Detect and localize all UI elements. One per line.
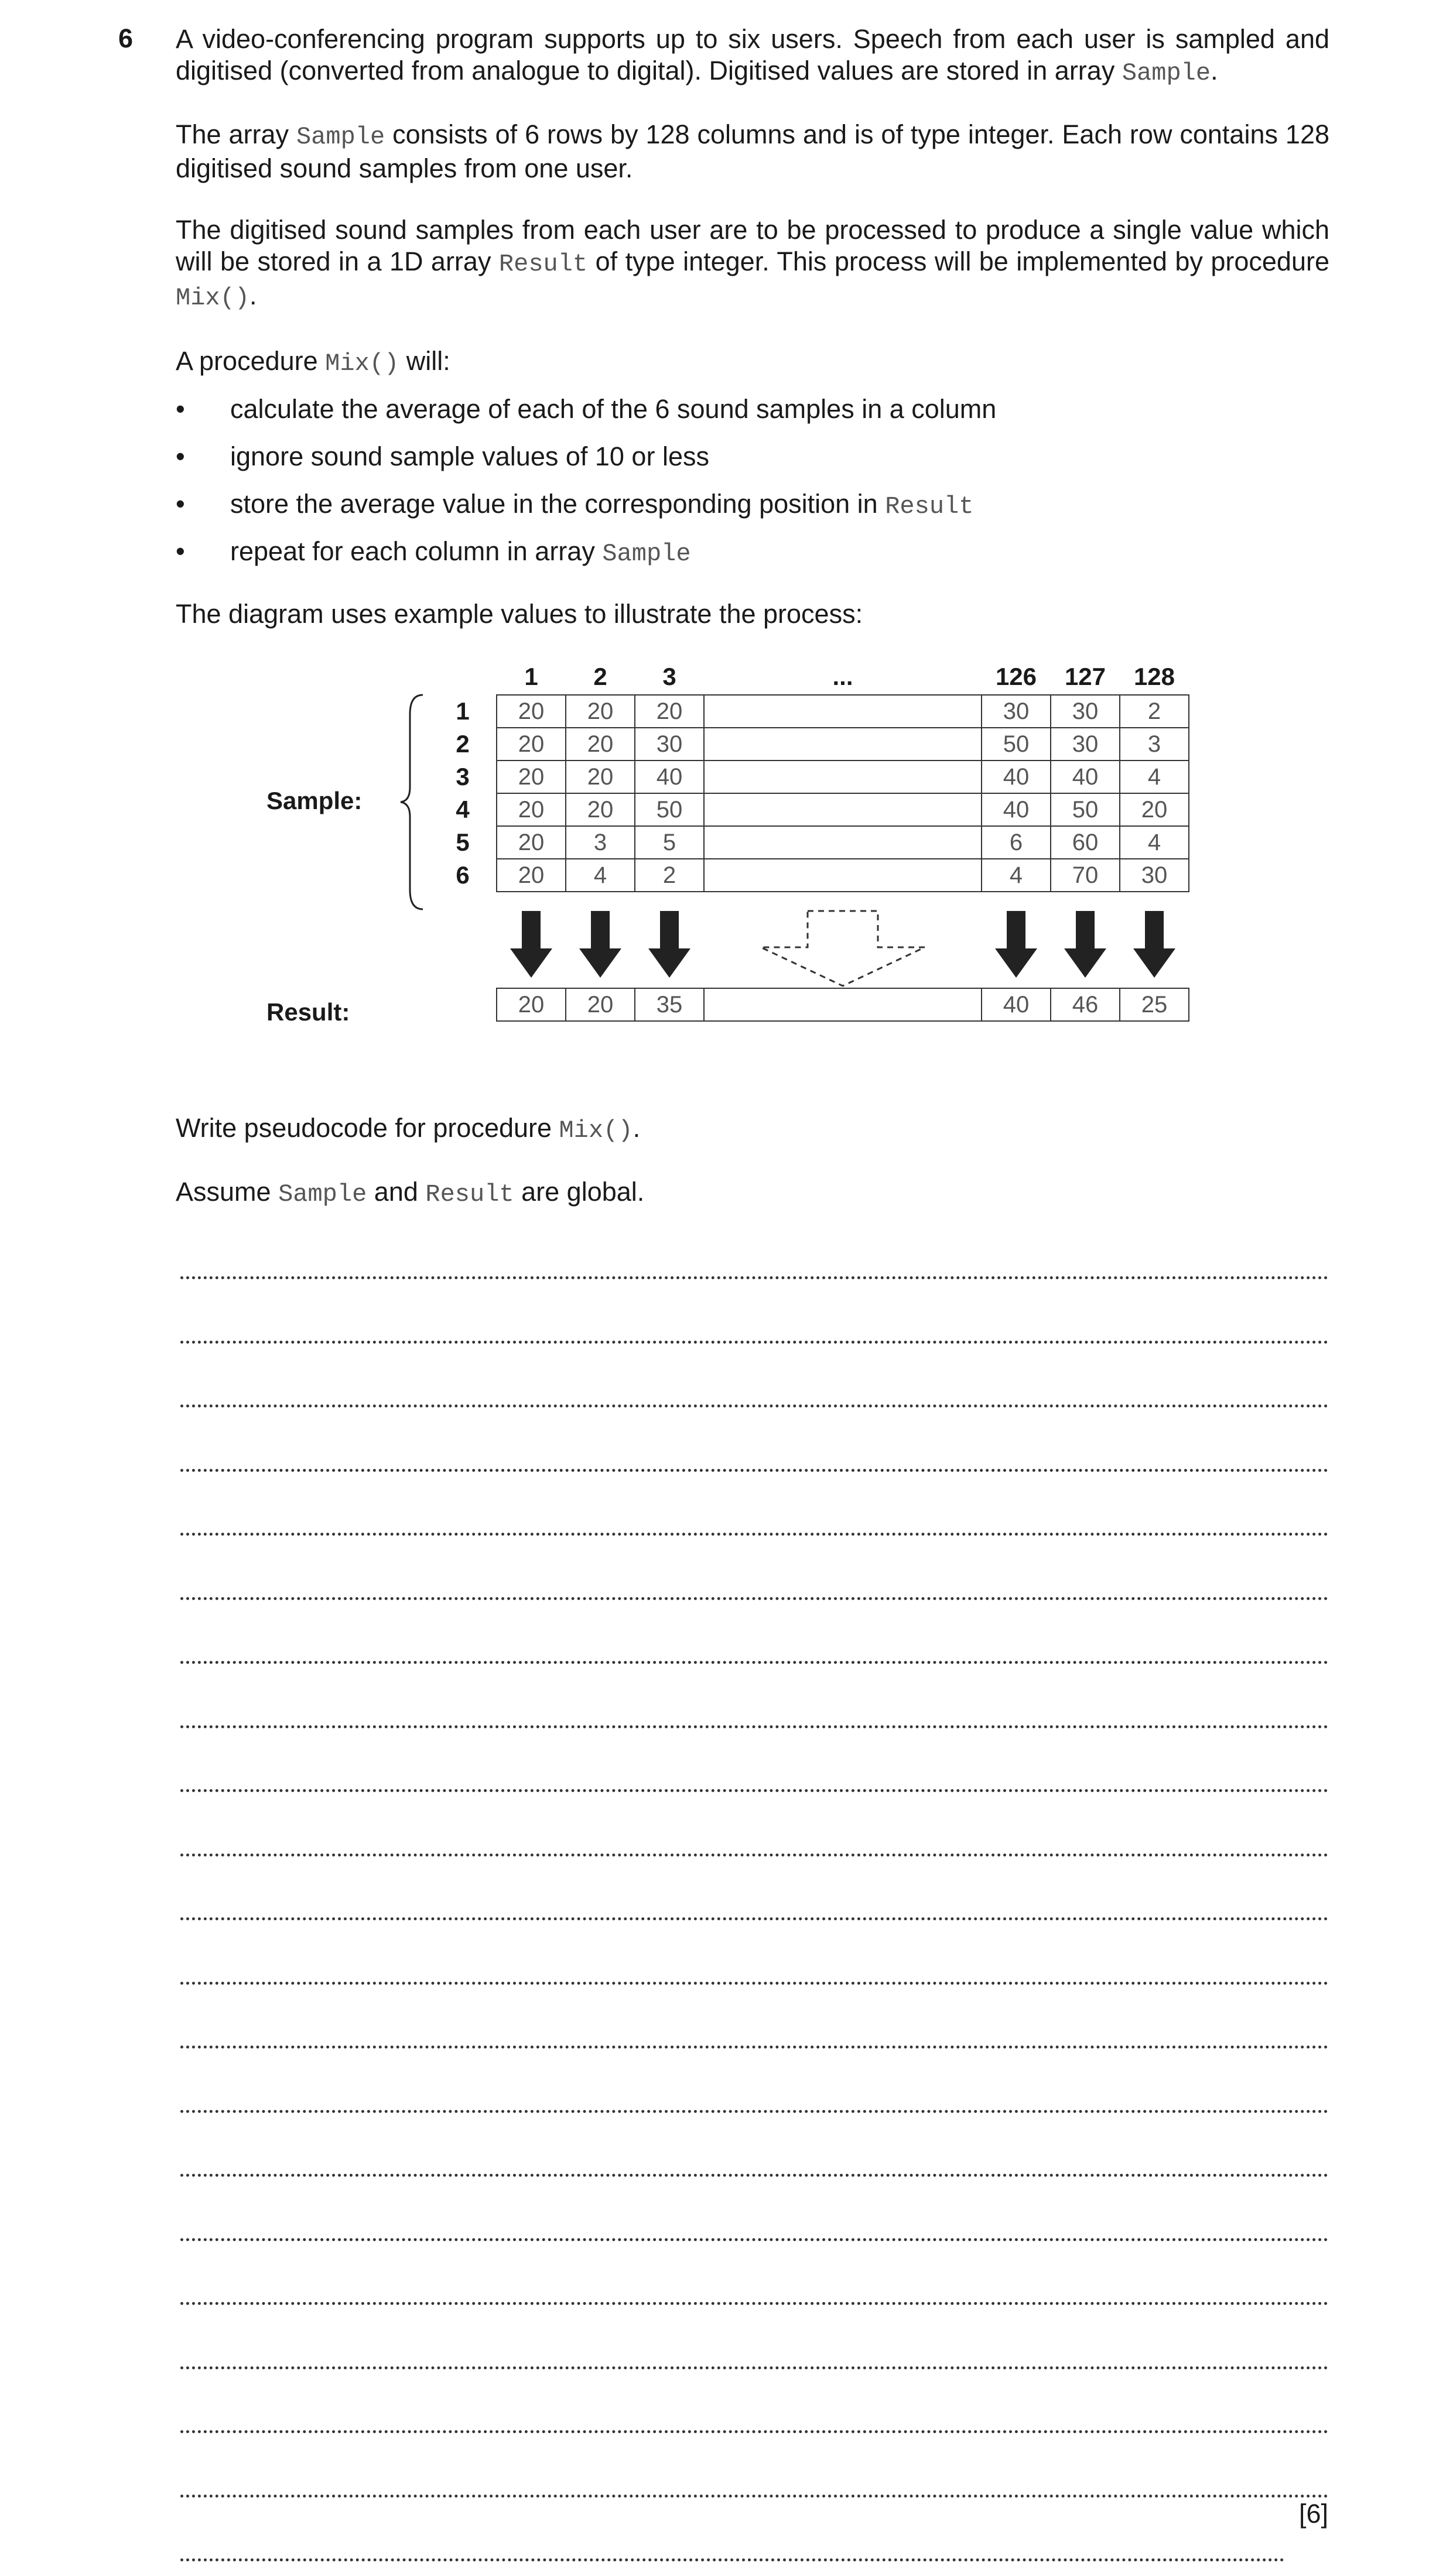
procedure-intro bbox=[176, 345, 1329, 379]
answer-line[interactable] bbox=[180, 2558, 1284, 2561]
sample-cell-value: 2 bbox=[662, 862, 676, 888]
bullet-item-3 bbox=[230, 488, 973, 522]
array-description-paragraph bbox=[176, 119, 1329, 184]
intro-paragraph bbox=[176, 23, 1329, 89]
answer-line[interactable] bbox=[180, 2110, 1328, 2113]
sample-cell-value: 20 bbox=[587, 764, 614, 790]
sample-cell-value: 4 bbox=[593, 862, 607, 888]
marks-label: [6] bbox=[1299, 2499, 1329, 2529]
result-cell-value: 46 bbox=[1072, 992, 1099, 1018]
answer-line[interactable] bbox=[180, 1917, 1328, 1920]
intro-code-sample: Sample bbox=[1122, 59, 1211, 87]
bullet-4-text: repeat for each column in array bbox=[230, 536, 603, 566]
sample-cell-value: 4 bbox=[1009, 862, 1023, 888]
instruction2-end: are global. bbox=[514, 1177, 645, 1207]
intro-text: A video-conferencing program supports up to six users. Speech from each user is sampled and digitised (converted from analogue to digital). Digitised values are stored in array bbox=[176, 24, 1329, 85]
sample-cell bbox=[704, 695, 982, 728]
mix-process-diagram bbox=[0, 650, 1453, 1060]
instruction2-code-sample: Sample bbox=[278, 1180, 367, 1208]
column-header: 126 bbox=[995, 663, 1037, 690]
procedure-intro-code: Mix() bbox=[325, 350, 399, 378]
sample-cell-value: 50 bbox=[1072, 797, 1099, 823]
diagram-intro: The diagram uses example values to illustrate the process: bbox=[176, 599, 863, 629]
process-paragraph bbox=[176, 214, 1329, 314]
sample-cell-value: 20 bbox=[518, 764, 545, 790]
column-header: 127 bbox=[1064, 663, 1106, 690]
procedure-intro-end: will: bbox=[399, 346, 450, 376]
bullet-item-2 bbox=[230, 441, 709, 475]
sample-cell-value: 50 bbox=[1003, 731, 1030, 757]
sample-cell-value: 70 bbox=[1072, 862, 1099, 888]
sample-cell bbox=[704, 728, 982, 761]
sample-cell-value: 20 bbox=[587, 797, 614, 823]
instruction2-code-result: Result bbox=[425, 1180, 514, 1208]
bullet-point: • bbox=[176, 441, 185, 471]
sample-cell-value: 2 bbox=[1147, 698, 1161, 724]
answer-line[interactable] bbox=[180, 1661, 1328, 1664]
sample-cell-value: 60 bbox=[1072, 830, 1099, 855]
bullet-2-text: ignore sound sample values of 10 or less bbox=[230, 441, 709, 471]
intro-end: . bbox=[1211, 56, 1218, 85]
sample-cell-value: 5 bbox=[662, 830, 676, 855]
process-code-result: Result bbox=[498, 250, 588, 278]
sample-cell-value: 20 bbox=[587, 731, 614, 757]
instruction-assume-global bbox=[176, 1176, 1329, 1210]
result-cell-value: 35 bbox=[656, 992, 683, 1018]
instruction1-start: Write pseudocode for procedure bbox=[176, 1113, 559, 1143]
sample-cell-value: 6 bbox=[1009, 830, 1023, 855]
bullet-point: • bbox=[176, 489, 185, 519]
answer-line[interactable] bbox=[180, 1276, 1328, 1279]
answer-line[interactable] bbox=[180, 1405, 1328, 1407]
sample-array-grid bbox=[497, 695, 1189, 892]
sample-cell-value: 50 bbox=[656, 797, 683, 823]
bullet-item-1 bbox=[230, 393, 996, 427]
result-cell-value: 25 bbox=[1141, 992, 1168, 1018]
sample-cell-value: 20 bbox=[518, 698, 545, 724]
sample-cell-value: 30 bbox=[1003, 698, 1030, 724]
answer-line[interactable] bbox=[180, 2238, 1328, 2241]
down-arrow-icon bbox=[1133, 911, 1175, 978]
down-arrow-icon bbox=[1064, 911, 1106, 978]
sample-cell-value: 30 bbox=[1141, 862, 1168, 888]
sample-cell-value: 20 bbox=[518, 830, 545, 855]
sample-cell-value: 30 bbox=[1072, 698, 1099, 724]
column-header: 1 bbox=[524, 663, 538, 690]
bullet-4-code: Sample bbox=[602, 540, 691, 568]
answer-line[interactable] bbox=[180, 1982, 1328, 1985]
procedure-intro-start: A procedure bbox=[176, 346, 326, 376]
down-arrow-icon bbox=[995, 911, 1037, 978]
sample-brace bbox=[401, 695, 423, 909]
process-end: . bbox=[249, 280, 257, 310]
instruction2-mid: and bbox=[367, 1177, 426, 1207]
row-header: 3 bbox=[456, 763, 470, 790]
row-headers bbox=[456, 697, 470, 889]
process-mid: of type integer. This process will be implemented by procedure bbox=[587, 246, 1329, 276]
result-cell-value: 20 bbox=[518, 992, 545, 1018]
result-cell bbox=[704, 988, 982, 1021]
sample-cell-value: 30 bbox=[1072, 731, 1099, 757]
sample-cell-value: 3 bbox=[1147, 731, 1161, 757]
answer-line[interactable] bbox=[180, 1597, 1328, 1600]
row-header: 5 bbox=[456, 828, 470, 856]
sample-cell-value: 40 bbox=[1003, 797, 1030, 823]
bullet-3-text: store the average value in the corresponding position in bbox=[230, 489, 886, 519]
bullet-3-code: Result bbox=[885, 492, 974, 520]
column-header: 128 bbox=[1133, 663, 1175, 690]
answer-line[interactable] bbox=[180, 1854, 1328, 1856]
sample-cell-value: 4 bbox=[1147, 830, 1161, 855]
sample-cell-value: 20 bbox=[518, 731, 545, 757]
column-header: 3 bbox=[662, 663, 676, 690]
row-header: 6 bbox=[456, 861, 470, 889]
dashed-down-arrow-icon bbox=[761, 911, 925, 986]
bullet-1-text: calculate the average of each of the 6 sound samples in a column bbox=[230, 394, 997, 424]
down-arrow-icon bbox=[579, 911, 621, 978]
answer-line[interactable] bbox=[180, 2046, 1328, 2049]
instruction-write-pseudocode bbox=[176, 1112, 1329, 1146]
result-array-grid bbox=[497, 988, 1189, 1021]
sample-cell-value: 20 bbox=[656, 698, 683, 724]
result-cell-value: 20 bbox=[587, 992, 614, 1018]
answer-line[interactable] bbox=[180, 1789, 1328, 1792]
sample-cell-value: 20 bbox=[1141, 797, 1168, 823]
instruction1-code: Mix() bbox=[559, 1116, 633, 1145]
instruction1-end: . bbox=[633, 1113, 641, 1143]
row-header: 2 bbox=[456, 730, 470, 758]
sample-cell-value: 20 bbox=[518, 797, 545, 823]
column-header: 2 bbox=[593, 663, 607, 690]
answer-line[interactable] bbox=[180, 1341, 1328, 1344]
sample-label: Sample: bbox=[266, 787, 363, 814]
answer-line[interactable] bbox=[180, 2302, 1328, 2305]
array-desc-rest: consists of 6 rows by 128 columns and is of type integer. Each row contains 128 digitised sound samples from one user. bbox=[176, 119, 1330, 183]
answer-line[interactable] bbox=[180, 2495, 1328, 2498]
sample-cell bbox=[704, 761, 982, 793]
sample-cell-value: 40 bbox=[656, 764, 683, 790]
column-headers bbox=[524, 663, 1175, 690]
instruction2-start: Assume bbox=[176, 1177, 279, 1207]
array-desc-code: Sample bbox=[296, 123, 385, 151]
row-header: 1 bbox=[456, 697, 470, 725]
answer-line[interactable] bbox=[180, 1725, 1328, 1728]
answer-line[interactable] bbox=[180, 2366, 1328, 2369]
sample-cell-value: 20 bbox=[518, 862, 545, 888]
sample-cell bbox=[704, 793, 982, 826]
sample-cell bbox=[704, 859, 982, 892]
answer-line[interactable] bbox=[180, 2174, 1328, 2177]
answer-line[interactable] bbox=[180, 1533, 1328, 1536]
process-start: The digitised sound samples from each user are to be processed to produce a single value which will be stored in a 1D array bbox=[176, 215, 1329, 276]
sample-cell bbox=[704, 826, 982, 859]
result-label: Result: bbox=[266, 998, 350, 1026]
bullet-item-4 bbox=[230, 536, 691, 570]
arrows bbox=[510, 911, 1175, 986]
result-cell-value: 40 bbox=[1003, 992, 1030, 1018]
sample-cell-value: 20 bbox=[587, 698, 614, 724]
process-code-mix: Mix() bbox=[176, 284, 250, 312]
bullet-point: • bbox=[176, 536, 185, 566]
down-arrow-icon bbox=[510, 911, 552, 978]
array-desc-start: The array bbox=[176, 119, 296, 149]
down-arrow-icon bbox=[648, 911, 690, 978]
question-number: 6 bbox=[118, 23, 134, 53]
sample-cell-value: 3 bbox=[593, 830, 607, 855]
answer-line[interactable] bbox=[180, 1469, 1328, 1472]
sample-cell-value: 40 bbox=[1072, 764, 1099, 790]
answer-line[interactable] bbox=[180, 2430, 1328, 2433]
sample-cell-value: 40 bbox=[1003, 764, 1030, 790]
sample-cell-value: 30 bbox=[656, 731, 683, 757]
sample-cell-value: 4 bbox=[1147, 764, 1161, 790]
bullet-point: • bbox=[176, 394, 185, 424]
row-header: 4 bbox=[456, 796, 470, 823]
column-header: ... bbox=[832, 663, 853, 690]
